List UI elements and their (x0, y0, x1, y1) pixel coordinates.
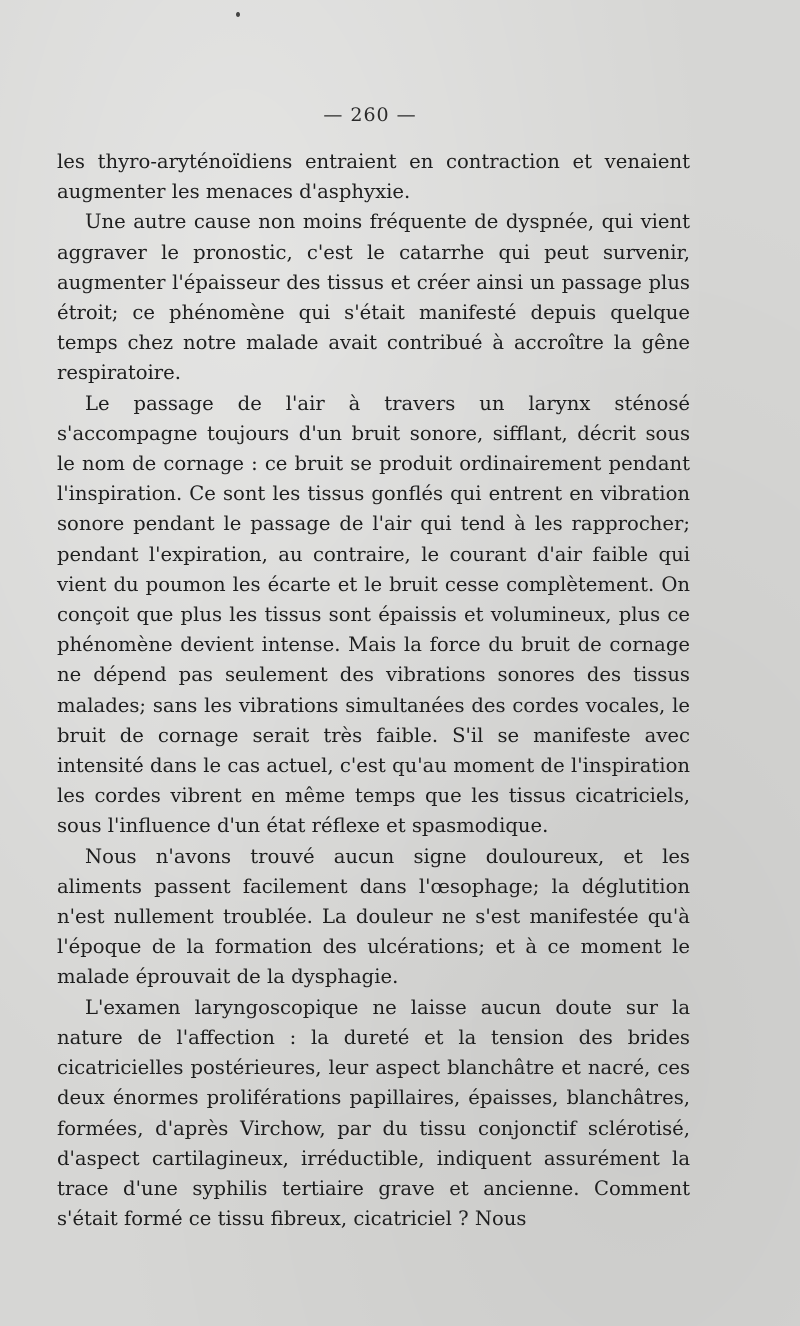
paragraph-laryngoscopy: L'examen laryngoscopique ne laisse aucun doute sur la nature de l'affection : la dureté et la tension des brides cicatricielles postérieures, leur aspect blanchâtre et nacré, ces deux énormes proliférations papillaires, épaisses, blanchâtres, formées, d'après Virchow, par du tissu conjonctif sclérotisé, d'aspect cartilagineux, irréductible, indiquent assurément la trace d'une syphilis tertiaire grave et ancienne. Comment s'était formé ce tissu fibreux, cicatriciel ? Nous (57, 995, 690, 1231)
paragraph-dyspnea: Une autre cause non moins fréquente de dyspnée, qui vient aggraver le pronostic, c'est le catarrhe qui peut survenir, augmenter l'épaisseur des tissus et créer ainsi un passage plus étroit; ce phénomène qui s'était manifesté depuis quelque temps chez notre malade avait contribué à accroître la gêne respiratoire. (57, 210, 690, 385)
page-number: — 260 — (323, 104, 417, 126)
ink-speck (236, 12, 240, 17)
paragraph-deglutition: Nous n'avons trouvé aucun signe douloureux, et les aliments passent facilement dans l'œsophage; la déglutition n'est nullement troublée. La douleur ne s'est manifestée qu'à l'époque de la formation des ulcérations; et à ce moment le malade éprouvait de la dysphagie. (57, 844, 690, 989)
body-text (57, 147, 690, 1234)
paragraph-continued: les thyro-aryténoïdiens entraient en contraction et venaient augmenter les menaces d'asphyxie. (57, 150, 690, 204)
paragraph-cornage: Le passage de l'air à travers un larynx sténosé s'accompagne toujours d'un bruit sonore, sifflant, décrit sous le nom de cornage : ce bruit se produit ordinairement pendant l'inspiration. Ce sont les tissus gonflés qui entrent en vibration sonore pendant le passage de l'air qui tend à les rapprocher; pendant l'expiration, au contraire, le courant d'air faible qui vient du poumon les écarte et le bruit cesse complètement. On conçoit que plus les tissus sont épaissis et volumineux, plus ce phénomène devient intense. Mais la force du bruit de cornage ne dépend pas seulement des vibrations sonores des tissus malades; sans les vibrations simultanées des cordes vocales, le bruit de cornage serait très faible. S'il se manifeste avec intensité dans le cas actuel, c'est qu'au moment de l'inspiration les cordes vibrent en même temps que les tissus cicatriciels, sous l'influence d'un état réflexe et spasmodique. (57, 391, 690, 838)
